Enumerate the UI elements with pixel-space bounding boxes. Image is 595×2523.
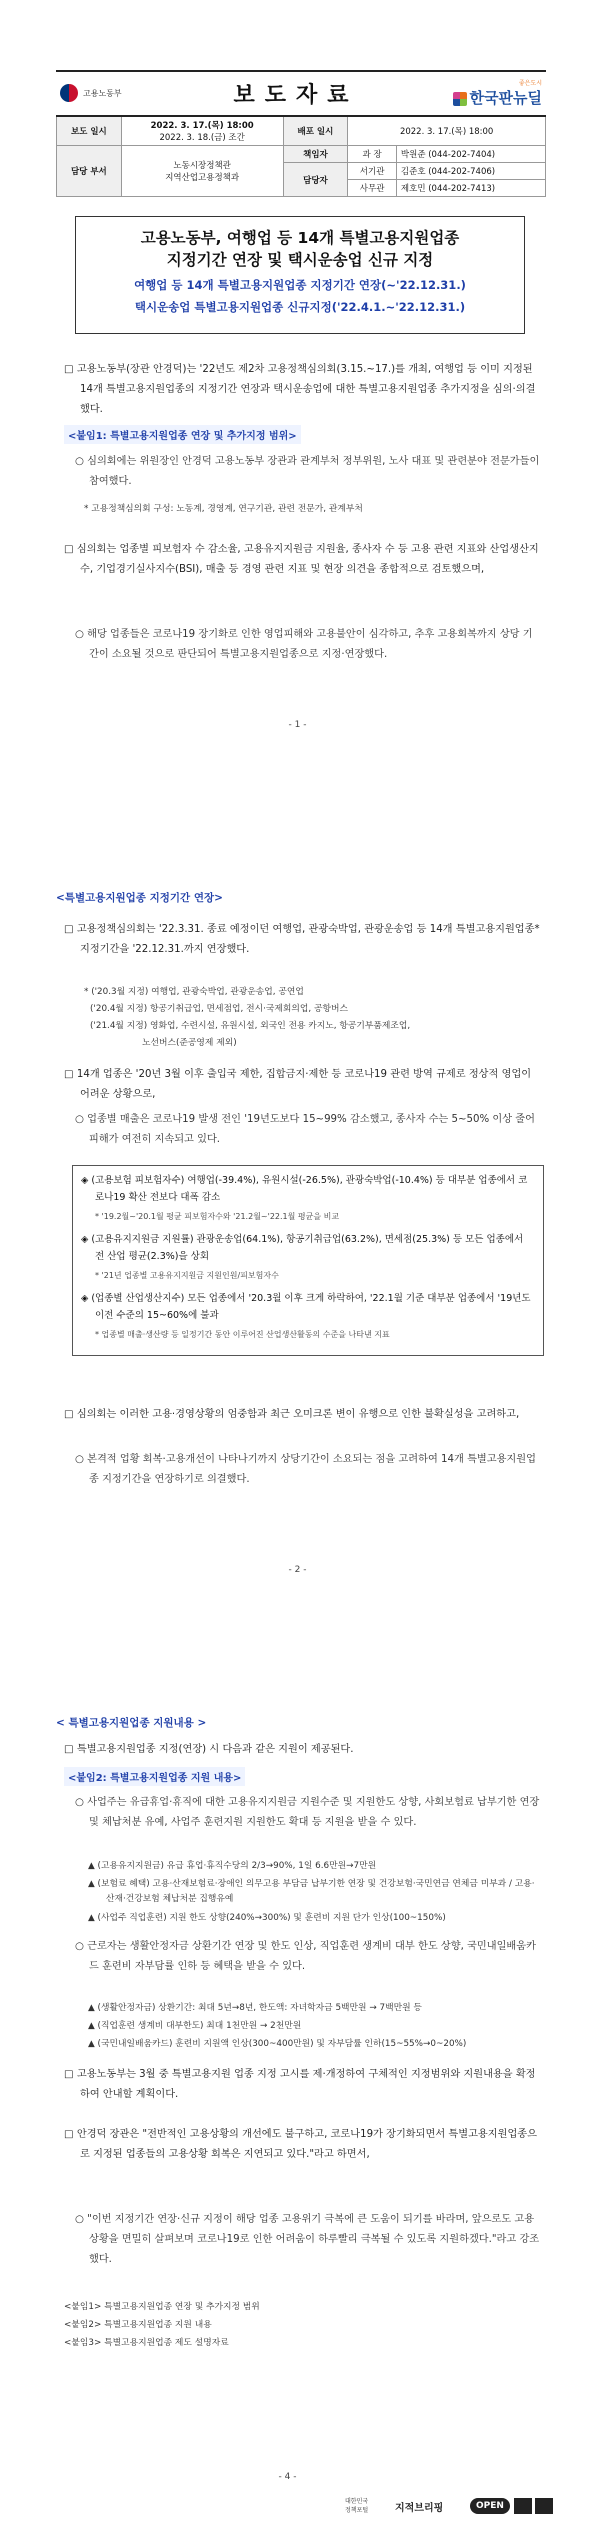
p2-paragraph-4: □ 심의회는 이러한 고용·경영상황의 엄중함과 최근 오미크론 변이 유행으로 인한 불확실성을 고려하고, [64,1409,520,1420]
press-title: 보도자료 [233,81,359,108]
p2-note-1: * ('20.3월 지정) 여행업, 관광숙박업, 관광운송업, 공연업 [84,987,304,997]
p1-paragraph-2: ○ 심의회에는 위원장인 안경덕 고용노동부 장관과 관계부처 정부위원, 노사 대표 및 관련분야 전문가들이 참여했다. [75,456,540,487]
policy-portal-label: 대한민국 정책포털 [345,2498,369,2514]
staff-label: 담당자 [283,163,348,197]
subheadline-1: 여행업 등 14개 특별고용지원업종 지정기간 연장(~'22.12.31.) [134,278,466,292]
p2-paragraph-5: ○ 본격적 업황 회복·고용개선이 나타나기까지 상당기간이 소요되는 점을 고려하여 14개 특별고용지원업종 지정기간을 연장하기로 의결했다. [75,1454,536,1485]
ministry-logo [56,84,146,102]
page-2 [0,865,595,1635]
p2-paragraph-2: □ 14개 업종은 '20년 3월 이후 출입국 제한, 집합금지·제한 등 코로나19 관련 방역 규제로 정상적 영업이 어려운 상황으로, [64,1069,532,1100]
section-support-heading: < 특별고용지원업종 지원내용 > [56,1717,207,1729]
p3-paragraph-3: ○ 근로자는 생활안정자금 상환기간 연장 및 한도 인상, 직업훈련 생계비 대부 한도 상향, 국민내일배움카드 훈련비 자부담률 인하 등 혜택을 받을 수 있다. [75,1941,536,1972]
release-date-value: 2022. 3. 17.(목) 18:00 2022. 3. 18.(금) 조간 [121,116,283,146]
responsible-name: 박원준 (044-202-7404) [396,146,545,163]
employer-support-1: ▲ (고용유지지원금) 유급 휴업·휴직수당의 2/3→90%, 1일 6.6만원→7만원 [88,1861,377,1871]
staff1-rank: 서기관 [348,163,397,180]
p3-paragraph-5: □ 안경덕 장관은 "전반적인 고용상황의 개선에도 불구하고, 코로나19가 장기화되면서 특별고용지원업종으로 지정된 업종들의 고용상황 회복은 지연되고 있다."라고 하면서, [64,2129,537,2160]
stat-production-source: * 업종별 매출·생산량 등 일정기간 동안 이루어진 산업생산활동의 수준을 나타낸 지표 [95,1330,390,1339]
page-number-2: - 2 - [288,1565,307,1575]
headline-line2: 지정기간 연장 및 택시운송업 신규 지정 [166,251,434,269]
p3-paragraph-2: ○ 사업주는 유급휴업·휴직에 대한 고용유지지원금 지원수준 및 지원한도 상향, 사회보험료 납부기한 연장 및 체납처분 유예, 사업주 훈련지원 지원한도 확대 등 지원을 받을 수 있다. [75,1797,540,1828]
p3-paragraph-4: □ 고용노동부는 3월 중 특별고용지원 업종 지정 고시를 제·개정하여 구체적인 지정범위와 지원내용을 확정하여 안내할 계획이다. [64,2069,536,2100]
p3-paragraph-6: ○ "이번 지정기간 연장·신규 지정이 해당 업종 고용위기 극복에 큰 도움이 되기를 바라며, 앞으로도 고용상황을 면밀히 살펴보며 코로나19로 인한 어려움이 하루빨리 극복될 수 있도록 지원하겠다."라고 강조했다. [75,2214,540,2265]
stat-insured-source: * '19.2월~'20.1월 평균 피보험자수와 '21.2월~'22.1월 평균을 비교 [95,1212,340,1221]
p2-paragraph-1: □ 고용정책심의회는 '22.3.31. 종료 예정이던 여행업, 관광숙박업, 관광운송업 등 14개 특별고용지원업종* 지정기간을 '22.12.31.까지 연장했다. [64,924,540,955]
distribution-value: 2022. 3. 17.(목) 18:00 [348,116,546,146]
responsible-label: 책임자 [283,146,348,163]
stat-insured: ◈ (고용보험 피보험자수) 여행업(-39.4%), 유원시설(-26.5%), 관광숙박업(-10.4%) 등 대부분 업종에서 코로나19 확산 전보다 대폭 감소 [81,1175,528,1203]
headline-line1: 고용노동부, 여행업 등 14개 특별고용지원업종 [140,229,460,247]
attachment2-label: <붙임2: 특별고용지원업종 지원 내용> [64,1767,245,1786]
new-deal-small: 좋은도시 [518,80,542,87]
government-emblem-icon [60,84,78,102]
headline-box [75,216,525,334]
new-deal-text: 한국판뉴딜 [469,89,542,107]
p1-paragraph-3: □ 심의회는 업종별 피보험자 수 감소율, 고용유지지원금 지원율, 종사자 수 등 고용 관련 지표와 산업생산지수, 기업경기실사지수(BSI), 매출 등 경영 관련 지표 및 현장 의견을 종합적으로 검토했으며, [64,544,539,575]
attachment-list-1: <붙임1> 특별고용지원업종 연장 및 추가지정 범위 [64,2302,260,2312]
p1-paragraph-1: □ 고용노동부(장관 안경덕)는 '22년도 제2차 고용정책심의회(3.15.~17.)를 개최, 여행업 등 이미 지정된 14개 특별고용지원업종의 지정기간 연장과 택시운송업에 대한 특별고용지원업종 추가지정을 심의·의결했다. [64,364,536,415]
attachment-list-3: <붙임3> 특별고용지원업종 제도 설명자료 [64,2338,229,2348]
staff2-rank: 사무관 [348,180,397,197]
stat-production: ◈ (업종별 산업생산지수) 모든 업종에서 '20.3월 이후 크게 하락하여, '22.1월 기준 대부분 업종에서 '19년도 이전 수준의 15~60%에 불과 [81,1293,531,1321]
new-deal-logo [446,78,546,108]
stat-subsidy: ◈ (고용유지지원금 지원률) 관광운송업(64.1%), 항공기취급업(63.2%), 면세점(25.3%) 등 모든 업종에서 전 산업 평균(2.3%)을 상회 [81,1234,524,1262]
page-1 [0,0,595,820]
employer-support-2: ▲ (보험료 혜택) 고용·산재보험료·장애인 의무고용 부담금 납부기한 연장 및 건강보험·국민연금 연체금 미부과 / 고용·산재·건강보험 체납처분 집행유예 [88,1879,535,1904]
footer-logos [0,2495,595,2521]
license-noncommercial-icon [535,2498,553,2514]
section-extension-heading: <특별고용지원업종 지정기간 연장> [56,892,223,904]
new-deal-icon [453,92,467,106]
worker-support-1: ▲ (생활안정자금) 상환기간: 최대 5년→8년, 한도액: 자녀학자금 5백만원 → 7백만원 등 [88,2003,422,2013]
p1-note: * 고용정책심의회 구성: 노동계, 경영계, 연구기관, 관련 전문가, 관계부처 [84,504,363,514]
open-license-badge: OPEN [470,2498,510,2514]
p1-paragraph-4: ○ 해당 업종들은 코로나19 장기화로 인한 영업피해와 고용불안이 심각하고, 추후 고용회복까지 상당 기간이 소요될 것으로 판단되어 특별고용지원업종으로 지정·연장했다. [75,629,533,660]
attachment1-label: <붙임1: 특별고용지원업종 연장 및 추가지정 범위> [64,425,301,444]
distribution-label: 배포 일시 [283,116,348,146]
worker-support-3: ▲ (국민내일배움카드) 훈련비 지원액 인상(300~400만원) 및 자부담률 인하(15~55%→0~20%) [88,2039,467,2049]
statistics-box [72,1165,544,1356]
p2-note-3: ('21.4월 지정) 영화업, 수련시설, 유원시설, 외국인 전용 카지노, 항공기부품제조업, [90,1021,411,1031]
page-number-1: - 1 - [288,720,307,730]
stat-subsidy-source: * '21년 업종별 고용유지지원금 지원인원/피보험자수 [95,1271,279,1280]
responsible-rank: 과 장 [348,146,397,163]
page-3 [0,1715,595,2523]
p3-paragraph-1: □ 특별고용지원업종 지정(연장) 시 다음과 같은 지원이 제공된다. [64,1744,354,1755]
staff2-name: 제호민 (044-202-7413) [396,180,545,197]
employer-support-3: ▲ (사업주 직업훈련) 지원 한도 상향(240%→300%) 및 훈련비 지원 단가 인상(100~150%) [88,1913,446,1923]
p2-note-4: 노선버스(준공영제 제외) [142,1038,237,1048]
attachment-list-2: <붙임2> 특별고용지원업종 지원 내용 [64,2320,212,2330]
page-number-4: - 4 - [278,2472,297,2482]
license-attribution-icon [514,2498,532,2514]
staff1-name: 김준호 (044-202-7406) [396,163,545,180]
briefing-logo: 지적브리핑 [395,2503,444,2514]
dept-label: 담당 부서 [57,146,122,197]
subheadline-2: 택시운송업 특별고용지원업종 신규지정('22.4.1.~'22.12.31.) [134,300,466,314]
p2-paragraph-3: ○ 업종별 매출은 코로나19 발생 전인 '19년도보다 15~99% 감소했고, 종사자 수는 5~50% 이상 줄어 피해가 여전히 지속되고 있다. [75,1114,535,1145]
release-info-table [56,115,546,197]
press-header [56,70,546,114]
p2-note-2: ('20.4월 지정) 항공기취급업, 면세점업, 전시·국제회의업, 공항버스 [90,1004,348,1014]
release-date-label: 보도 일시 [57,116,122,146]
dept-value: 노동시장정책관 지역산업고용정책과 [121,146,283,197]
ministry-name: 고용노동부 [83,88,122,98]
worker-support-2: ▲ (직업훈련 생계비 대부한도) 최대 1천만원 → 2천만원 [88,2021,302,2031]
